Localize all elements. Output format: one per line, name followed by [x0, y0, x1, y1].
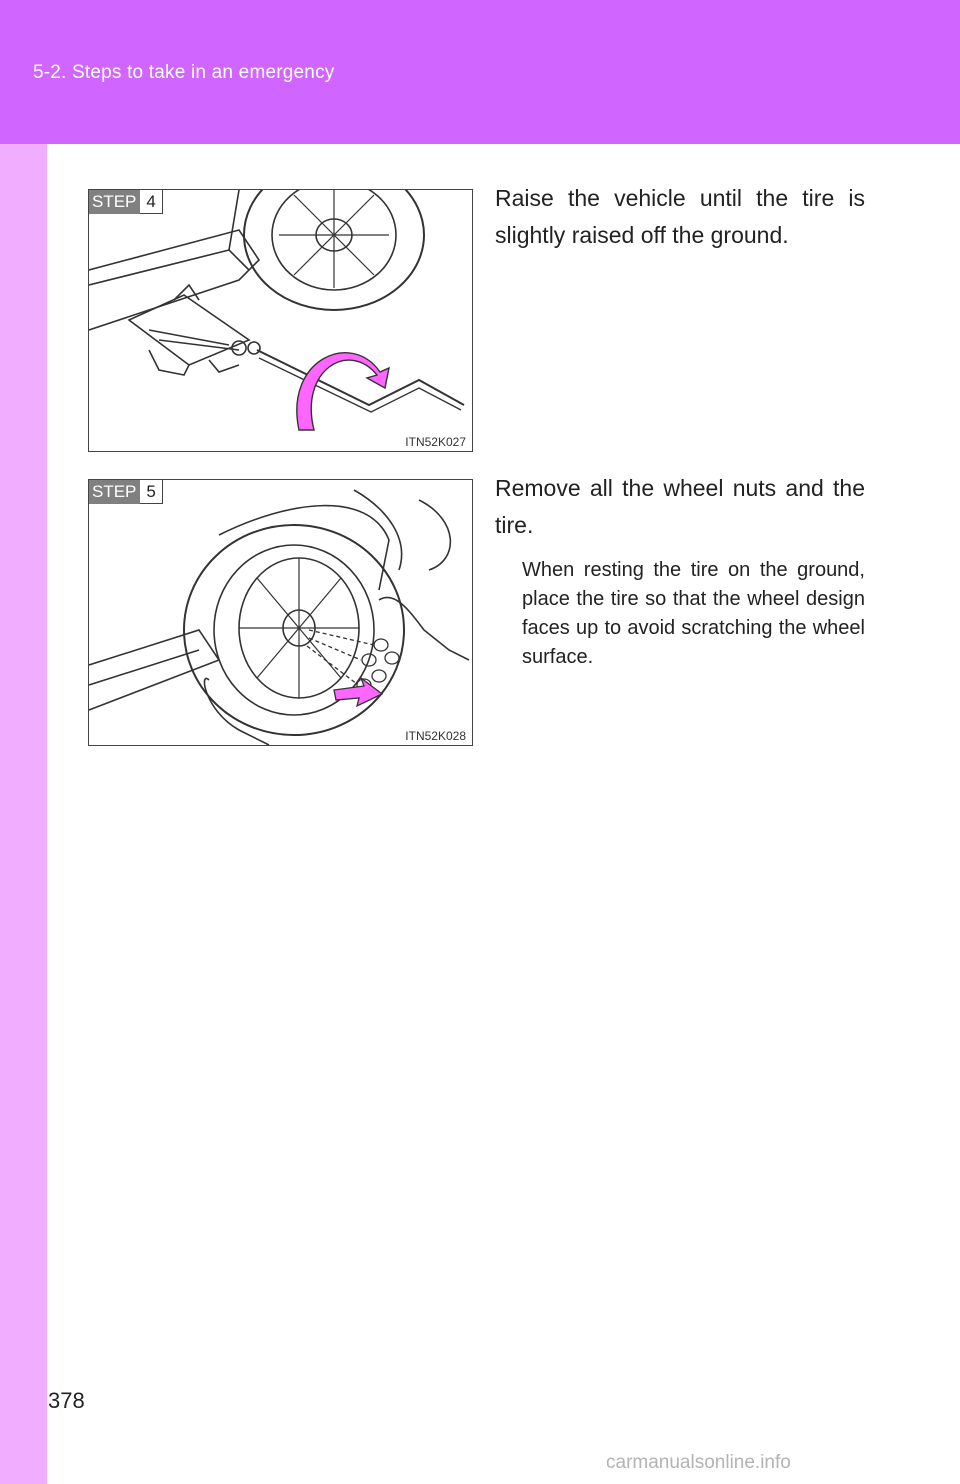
jack-illustration	[89, 190, 472, 451]
step-number: 4	[140, 190, 162, 214]
step-number: 5	[140, 480, 162, 504]
figure-step-5	[88, 479, 473, 746]
figure-code: ITN52K027	[405, 435, 466, 449]
step-label: STEP	[89, 480, 140, 504]
header-band	[0, 0, 960, 144]
section-title: 5-2. Steps to take in an emergency	[33, 62, 335, 83]
step-label: STEP	[89, 190, 140, 214]
page-number: 378	[48, 1388, 85, 1413]
step-5-note: When resting the tire on the ground, place the tire so that the wheel design faces up to avoid scratching the wheel surface.	[522, 559, 865, 668]
wheel-removal-illustration	[89, 480, 472, 745]
watermark[interactable]: carmanualsonline.info	[606, 1452, 791, 1473]
side-band	[0, 144, 47, 1484]
figure-step-4	[88, 189, 473, 452]
step-4-text: Raise the vehicle until the tire is slightly raised off the ground.	[495, 185, 865, 248]
step-badge	[89, 480, 163, 504]
figure-code: ITN52K028	[405, 729, 466, 743]
step-badge	[89, 190, 163, 214]
step-5-text: Remove all the wheel nuts and the tire.	[495, 475, 865, 538]
